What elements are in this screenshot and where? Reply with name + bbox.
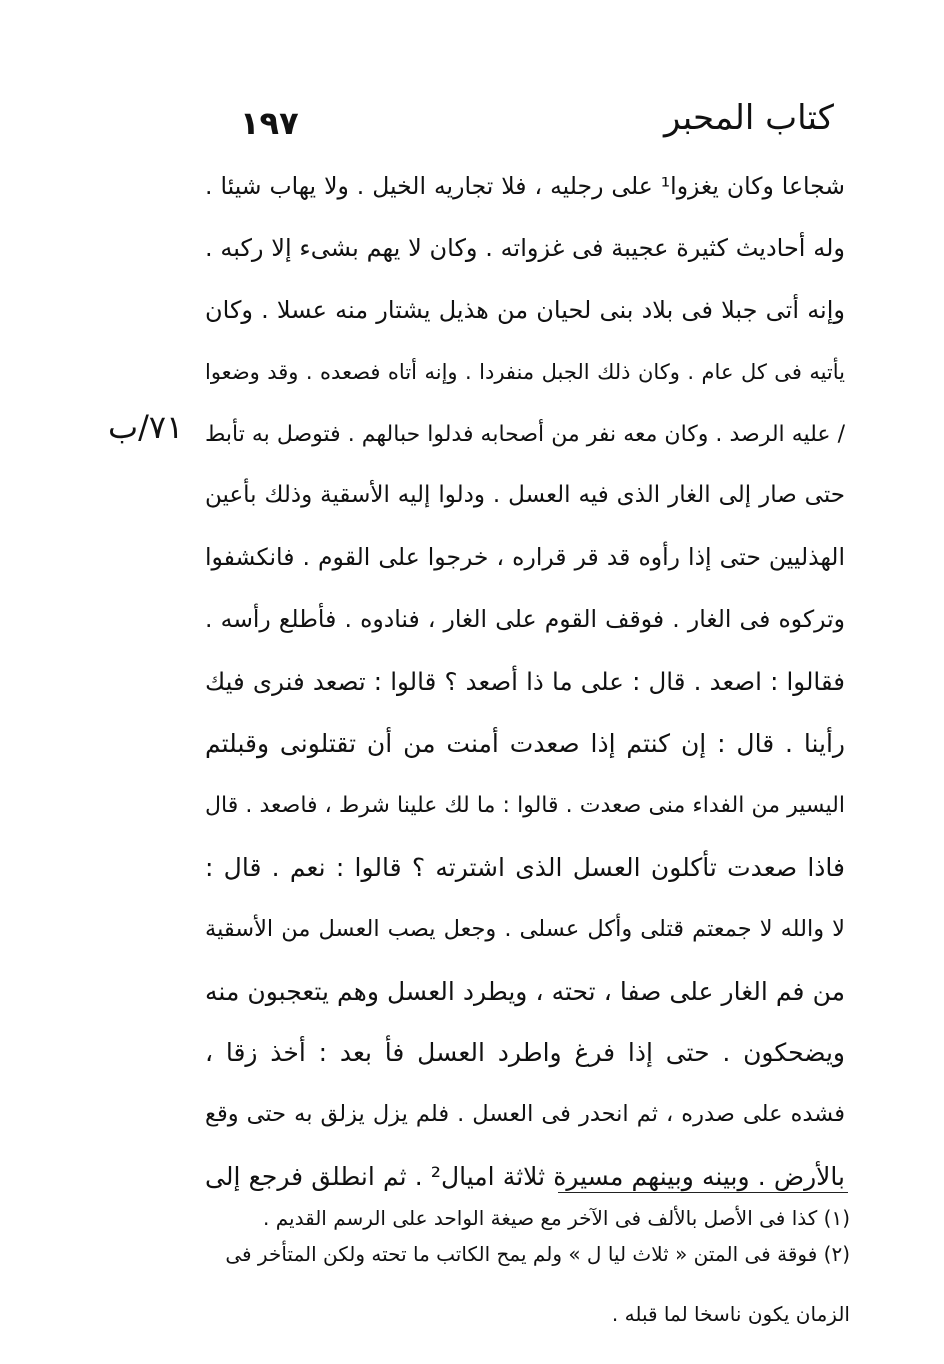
text-line: اليسير من الفداء منى صعدت . قالوا : ما لك علينا شرط ، فاصعد . قال xyxy=(205,792,845,818)
text-line: رأينا . قال : إن كنتم إذا صعدت أمنت من أن تقتلونى وقبلتم xyxy=(205,729,845,759)
text-line: وله أحاديث كثيرة عجيبة فى غزواته . وكان لا يهم بشىء إلا ركبه . xyxy=(205,233,845,262)
text-line: بالأرض . وبينه وبينهم مسيرة ثلاثة اميال² . ثم انطلق فرجع إلى xyxy=(205,1162,845,1192)
footnote: (٢) فوقة فى المتن « ثلاث ليا ل » ولم يمح الكاتب ما تحته ولكن المتأخر فى xyxy=(225,1242,850,1266)
text-line: لا والله لا جمعتم قتلى وأكل عسلى . وجعل يصب العسل من الأسقية xyxy=(205,915,845,942)
text-line: فقالوا : اصعد . قال : على ما ذا أصعد ؟ قالوا : تصعد فنرى فيك xyxy=(205,667,845,697)
text-line: فشده على صدره ، ثم انحدر فى العسل . فلم يزل يزلق به حتى وقع xyxy=(205,1101,845,1128)
text-line: حتى صار إلى الغار الذى فيه العسل . ودلوا إليه الأسقية وذلك بأعين xyxy=(205,482,845,509)
manuscript-folio-reference: ٧١/ب xyxy=(108,408,184,446)
text-line: فاذا صعدت تأكلون العسل الذى اشترته ؟ قالوا : نعم . قال : xyxy=(205,852,845,882)
text-line: وإنه أتى جبلا فى بلاد بنى لحيان من هذيل يشتار منه عسلا . وكان xyxy=(205,295,845,324)
text-line: ويضحكون . حتى إذا فرغ واطرد العسل فأ بعد : أخذ زقا ، xyxy=(205,1038,845,1068)
page-number: ١٩٧ xyxy=(240,104,299,142)
footnote-divider xyxy=(558,1192,848,1193)
footnote: (١) كذا فى الأصل بالألف فى الآخر مع صيغة الواحد على الرسم القديم . xyxy=(263,1206,850,1230)
footnotes xyxy=(205,1200,850,1332)
text-line: يأتيه فى كل عام . وكان ذلك الجبل منفردا . وإنه أتاه فصعده . وقد وضعوا xyxy=(205,359,845,384)
text-line: الهذليين حتى إذا رأوه قد قر قراره ، خرجوا على القوم . فانكشفوا xyxy=(205,543,845,572)
text-line: / عليه الرصد . وكان معه نفر من أصحابه فدلوا حبالهم . فتوصل به تأبط xyxy=(205,421,845,447)
running-title: كتاب المحبر xyxy=(663,98,834,138)
text-line: من فم الغار على صفا ، تحته ، ويطرد العسل وهم يتعجبون منه xyxy=(205,976,845,1006)
text-line: وتركوه فى الغار . فوقف القوم على الغار ، فنادوه . فأطلع رأسه . xyxy=(205,605,845,634)
main-text-block xyxy=(205,156,845,1208)
footnote-continuation: الزمان يكون ناسخا لما قبله . xyxy=(611,1302,850,1326)
text-line: شجاعا وكان يغزوا¹ على رجليه ، فلا تجاريه الخيل . ولا يهاب شيئا . xyxy=(205,172,845,200)
